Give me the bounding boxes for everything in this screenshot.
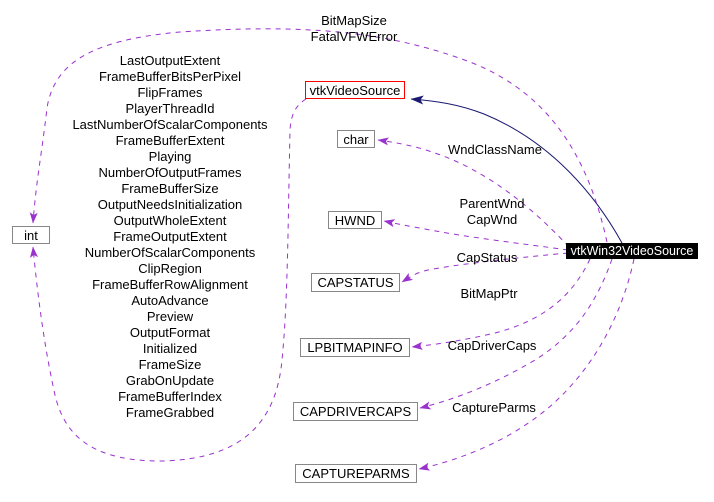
edge-label-line: BitMapSize [321, 13, 387, 28]
edge-label-line: ParentWnd [459, 196, 525, 211]
edge-label-line: CapStatus [456, 250, 518, 265]
edge-label-line: Preview [146, 309, 194, 324]
edge-lpbitmapinfo [412, 259, 590, 347]
edge-label-int-top [294, 13, 414, 45]
edge-label-line: OutputWholeExtent [113, 213, 227, 228]
edge-label-capdrivercaps [442, 338, 542, 354]
edge-label-line: ClipRegion [138, 261, 202, 276]
edge-label-parentwnd-capwnd [442, 196, 542, 228]
edge-label-line: CapDriverCaps [447, 338, 537, 353]
edge-label-line: NumberOfOutputFrames [98, 165, 242, 180]
edge-label-line: PlayerThreadId [125, 101, 215, 116]
node-capstatus: CAPSTATUS [311, 273, 400, 292]
edge-label-line: WndClassName [448, 142, 542, 157]
edge-label-line: FrameBufferBitsPerPixel [98, 69, 242, 84]
edge-label-line: FrameBufferExtent [115, 133, 225, 148]
node-vtkvideosource[interactable]: vtkVideoSource [305, 81, 405, 99]
edge-label-line: CaptureParms [452, 400, 536, 415]
node-lpbitmapinfo: LPBITMAPINFO [300, 338, 410, 357]
edge-label-wndclassname [440, 142, 550, 158]
edge-label-line: FatalVFWError [310, 29, 398, 44]
node-hwnd: HWND [328, 211, 382, 229]
edge-label-line: FrameGrabbed [125, 405, 215, 420]
edge-label-line: FrameBufferIndex [118, 389, 222, 404]
edge-label-line: LastNumberOfScalarComponents [72, 117, 268, 132]
edge-label-bitmapptr [439, 286, 539, 302]
edge-label-line: OutputNeedsInitialization [97, 197, 243, 212]
node-capdrivercaps: CAPDRIVERCAPS [293, 402, 418, 421]
edge-label-int-members [40, 53, 300, 421]
edge-label-line: Initialized [142, 341, 198, 356]
edge-label-captureparms [444, 400, 544, 416]
edge-label-line: AutoAdvance [131, 293, 209, 308]
edge-label-line: FrameOutputExtent [113, 229, 227, 244]
node-vtkwin32videosource: vtkWin32VideoSource [566, 243, 698, 259]
edge-label-line: FrameBufferRowAlignment [92, 277, 248, 292]
edge-label-line: FrameSize [138, 357, 202, 372]
node-char: char [337, 130, 375, 148]
edge-label-line: CapWnd [466, 212, 518, 227]
edge-label-line: GrabOnUpdate [125, 373, 215, 388]
edge-capdrivercaps [420, 259, 612, 408]
edge-label-line: Playing [148, 149, 192, 164]
edge-label-line: FrameBufferSize [121, 181, 219, 196]
node-captureparms: CAPTUREPARMS [295, 464, 417, 483]
edge-label-line: NumberOfScalarComponents [84, 245, 256, 260]
edge-label-capstatus [437, 250, 537, 266]
edge-label-line: BitMapPtr [460, 286, 518, 301]
edge-label-line: FlipFrames [137, 85, 203, 100]
node-int: int [12, 226, 50, 244]
edge-label-line: LastOutputExtent [119, 53, 221, 68]
edge-label-line: OutputFormat [129, 325, 211, 340]
